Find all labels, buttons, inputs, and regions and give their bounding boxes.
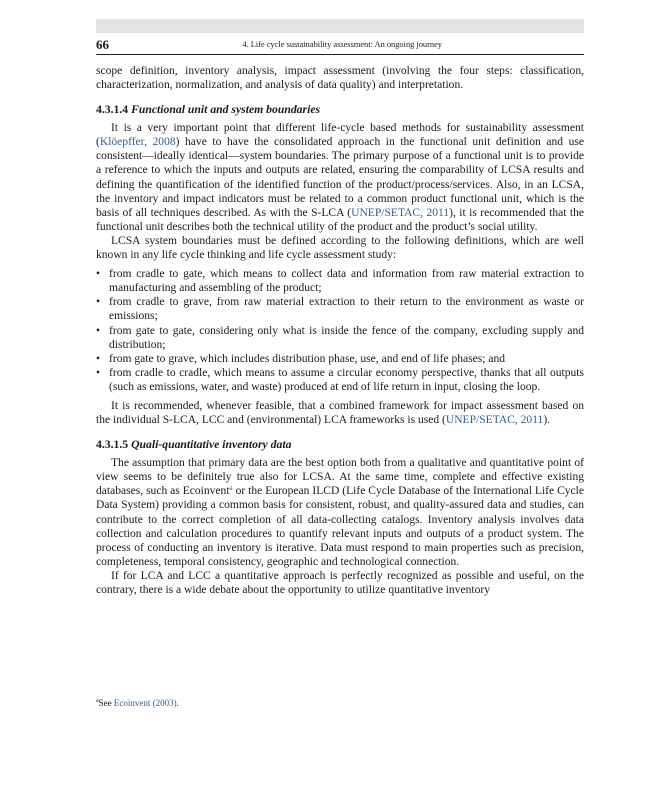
footnote-marker-label: a xyxy=(96,698,99,704)
system-boundaries-paragraph: LCSA system boundaries must be defined according to the following definitions, which are well known in any life cycle thinking and life cycle assessment study: xyxy=(96,234,584,262)
functional-unit-paragraph xyxy=(96,121,584,234)
citation-link[interactable]: UNEP/SETAC, 2011 xyxy=(445,414,544,427)
list-item xyxy=(96,352,584,366)
bullet-icon: • xyxy=(96,296,101,309)
list-item xyxy=(96,366,584,394)
list-item-text: from gate to grave, which includes distribution phase, use, and end of life phases; and xyxy=(109,352,506,365)
section-title: Functional unit and system boundaries xyxy=(131,103,321,117)
section-title: Quali-quantitative inventory data xyxy=(131,438,292,452)
bullet-icon: • xyxy=(96,352,101,365)
section-heading-inventory-data xyxy=(96,437,584,452)
list-item xyxy=(96,295,584,323)
section-heading-functional-unit xyxy=(96,102,584,117)
text-span: ). xyxy=(543,414,551,427)
list-item xyxy=(96,267,584,295)
list-item-text: from cradle to cradle, which means to assume a circular economy perspective, thanks that all outputs (such as emissions, water, and waste) produced at end of life return in input, closing the loop. xyxy=(109,366,584,393)
text-span: ), it is recommended that the functional unit describes both the technical utility of the product and the product’s social utility. xyxy=(96,206,584,233)
text-span: ) have to have the consolidated approach in the functional unit definition and use consistent—ideally identical—system boundaries. The primary purpose of a functional unit is to provide a reference to which the inputs and outputs are related, ensuring the comparability of LCSA results and defining the quantification of the identified function of the product/process/services. Also, in an LCSA, the inventory and impact indicators must be related to a common product functional unit, which is the basis of all techniques described. As with the S-LCA ( xyxy=(96,136,585,219)
bullet-icon: • xyxy=(96,268,101,281)
text-span: It is a very important point that different life-cycle based methods for sustainability assessment ( xyxy=(96,122,584,149)
footnote-citation-link[interactable]: Ecoinvent (2003) xyxy=(113,698,177,708)
text-span: The assumption that primary data are the best option both from a qualitative and quantitative point of view seems to be definitely true also for LCSA. At the same time, complete and effective existing databases, such as Ecoinvent xyxy=(96,457,584,498)
list-item-text: from cradle to gate, which means to collect data and information from raw material extraction to manufacturing and assembling of the product; xyxy=(109,268,584,295)
list-item-text: from gate to gate, considering only what is inside the fence of the company, excluding supply and distribution; xyxy=(109,324,584,351)
list-item xyxy=(96,324,584,352)
citation-link[interactable]: UNEP/SETAC, 2011 xyxy=(351,206,450,219)
bullet-icon: • xyxy=(96,324,101,337)
quantitative-approach-paragraph: If for LCA and LCC a quantitative approach is perfectly recognized as possible and useful, on the contrary, there is a wide debate about the opportunity to utilize quantitative inventory xyxy=(96,569,584,596)
page-number: 66 xyxy=(96,37,109,52)
page-header xyxy=(96,34,584,55)
footnote xyxy=(96,698,179,709)
section-number: 4.3.1.4 xyxy=(96,103,129,117)
footnote-text: See xyxy=(98,698,114,708)
footnote-end: . xyxy=(176,698,179,708)
running-title: 4. Life cycle sustainability assessment: An ongoing journey xyxy=(242,40,442,49)
citation-link[interactable]: Klöepffer, 2008 xyxy=(99,136,176,149)
intro-paragraph: scope definition, inventory analysis, impact assessment (involving the four steps: classification, characterization, normalization, and analysis of data quality) and interpretation. xyxy=(96,65,584,92)
top-gray-bar xyxy=(96,19,584,33)
bullet-icon: • xyxy=(96,366,101,379)
text-span: It is recommended, whenever feasible, that a combined framework for impact assessment based on the individual S-LCA, LCC and (environmental) LCA frameworks is used ( xyxy=(96,399,584,427)
section-number: 4.3.1.5 xyxy=(96,438,129,452)
boundaries-list xyxy=(96,267,584,394)
main-text xyxy=(96,64,584,597)
inventory-paragraph xyxy=(96,456,584,569)
footnote-marker[interactable]: a xyxy=(229,484,233,493)
list-item-text: from cradle to grave, from raw material extraction to their return to the environment as waste or emissions; xyxy=(109,296,584,323)
recommendation-paragraph xyxy=(96,399,584,427)
text-span: or the European ILCD (Life Cycle Database of the International Life Cycle Data System) providing a common basis for consistent, robust, and quality-assured data and studies, can contribute to the correct completion of all data-collecting catalogs. Inventory analysis involves data collection and calculation procedures to quantify relevant inputs and outputs of a product system. The process of conducting an inventory is iterative. Data must respond to main properties such as precision, completeness, temporal consistency, geographic and technological connection. xyxy=(96,485,584,568)
